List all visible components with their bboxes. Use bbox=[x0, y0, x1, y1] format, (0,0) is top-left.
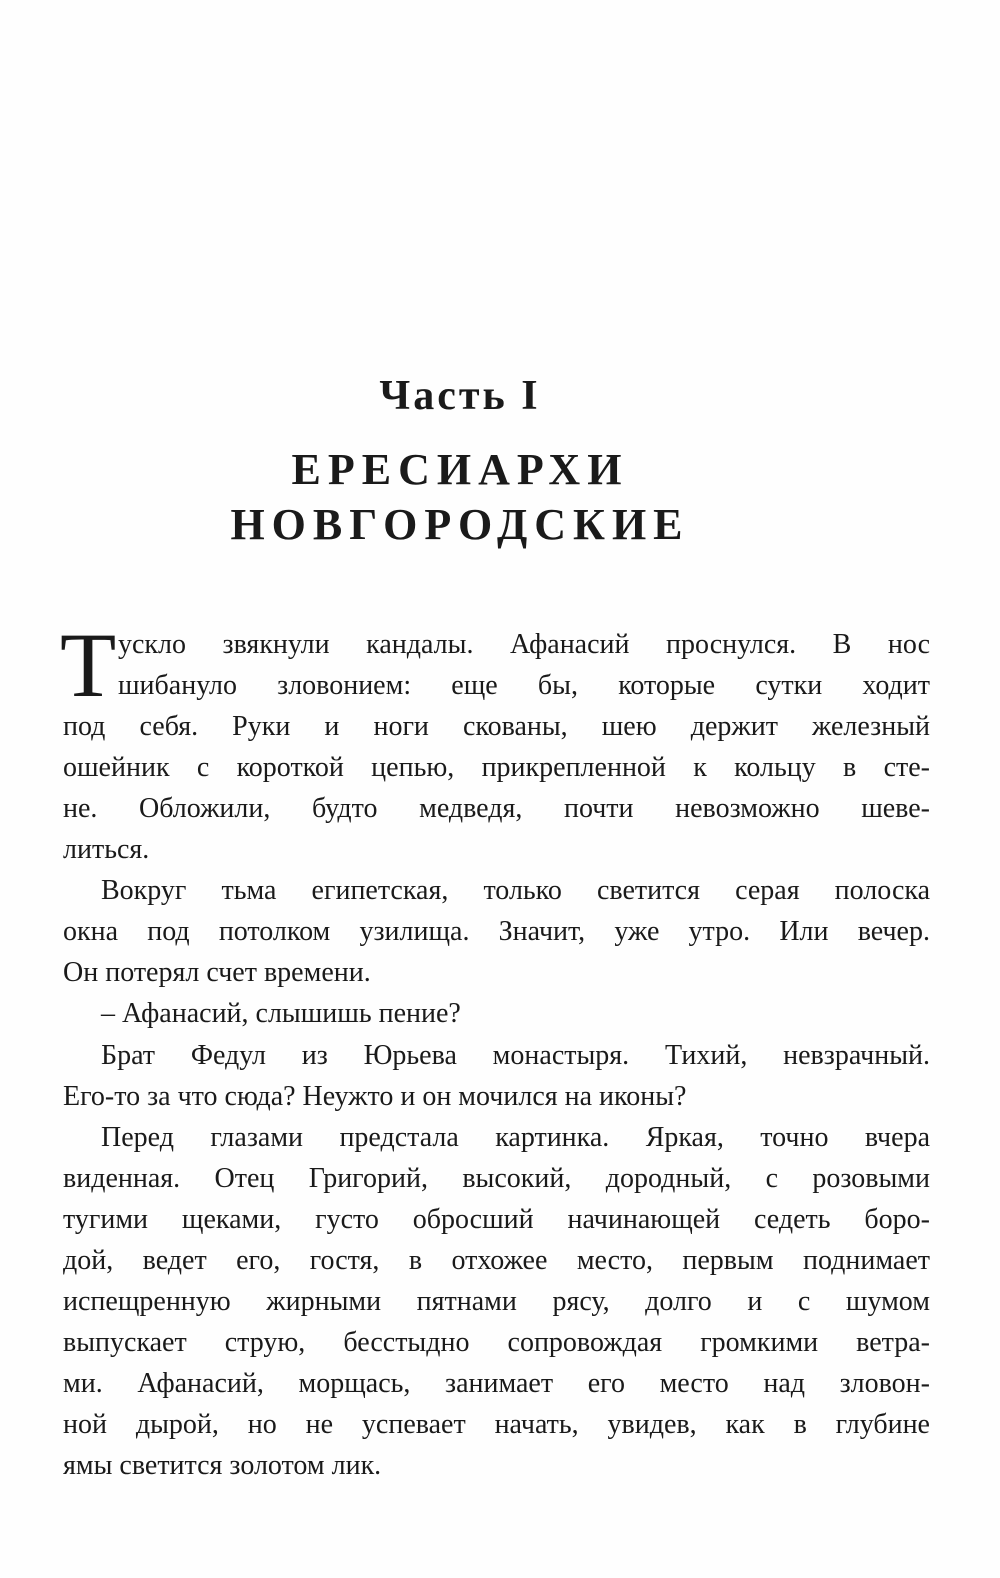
text-line: ной дырой, но не успевает начать, увидев, как в глубине bbox=[63, 1408, 930, 1440]
text-line: шибануло зловонием: еще бы, которые сутки ходит bbox=[118, 670, 930, 702]
text-line: Вокруг тьма египетская, только светится серая полоска bbox=[101, 875, 930, 907]
text-line: ускло звякнули кандалы. Афанасий проснулся. В нос bbox=[118, 629, 930, 660]
text-line: тугими щеками, густо обросший начинающей седеть боро- bbox=[63, 1203, 930, 1235]
text-line: Брат Федул из Юрьева монастыря. Тихий, невзрачный. bbox=[101, 1039, 930, 1071]
text-line: Его-то за что сюда? Неужто и он мочился на иконы? bbox=[63, 1080, 687, 1112]
drop-cap: Т bbox=[60, 614, 117, 716]
text-line: литься. bbox=[63, 834, 150, 866]
text-line: дой, ведет его, гостя, в отхожее место, первым поднимает bbox=[63, 1244, 930, 1276]
text-line: ошейник с короткой цепью, прикрепленной к кольцу в сте- bbox=[63, 752, 930, 784]
text-line: под себя. Руки и ноги скованы, шею держит железный bbox=[63, 711, 930, 743]
text-line: виденная. Отец Григорий, высокий, дородный, с розовыми bbox=[63, 1162, 930, 1194]
text-line: Перед глазами предстала картинка. Яркая, точно вчера bbox=[101, 1121, 930, 1153]
chapter-title-line-2: НОВГОРОДСКИЕ bbox=[230, 500, 690, 549]
text-line: ми. Афанасий, морщась, занимает его место над зловон- bbox=[63, 1367, 930, 1399]
text-line: ямы светится золотом лик. bbox=[63, 1450, 382, 1481]
text-line: окна под потолком узилища. Значит, уже утро. Или вечер. bbox=[63, 916, 930, 948]
part-heading: Часть I bbox=[379, 373, 541, 419]
text-line: не. Обложили, будто медведя, почти невозможно шеве- bbox=[63, 793, 930, 825]
text-line: выпускает струю, бесстыдно сопровождая громкими ветра- bbox=[63, 1326, 930, 1358]
chapter-title-line-1: ЕРЕСИАРХИ bbox=[291, 445, 629, 494]
text-line: испещренную жирными пятнами рясу, долго и с шумом bbox=[63, 1285, 930, 1317]
text-line: – Афанасий, слышишь пение? bbox=[101, 998, 461, 1030]
text-line: Он потерял счет времени. bbox=[63, 957, 371, 989]
